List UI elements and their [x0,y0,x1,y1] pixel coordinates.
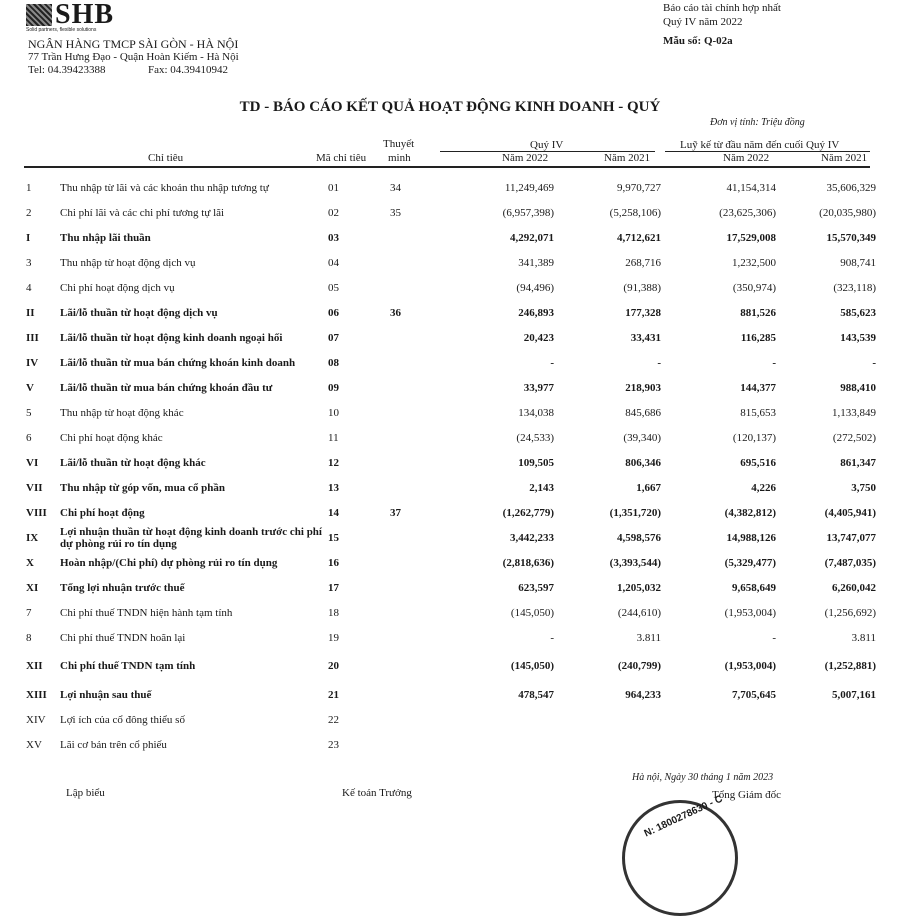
shb-logo [26,2,114,28]
table-row [18,625,876,650]
row-note [390,732,480,757]
table-row [18,250,876,275]
value-ytd-2022: 41,154,314 [726,181,776,194]
row-number: II [26,306,35,319]
value-ytd-2022: 14,988,126 [726,531,776,544]
col-header-ytd: Luỹ kế từ đầu năm đến cuối Quý IV [680,139,840,151]
company-stamp [622,793,738,916]
row-label: Chi phí thuế TNDN hoãn lại [60,631,186,644]
value-ytd-2022: 7,705,645 [732,688,776,701]
value-q4-2021: - [657,356,661,369]
value-ytd-2022: (4,382,812) [724,506,776,519]
row-label: Lợi ích của cổ đông thiểu số [60,713,185,726]
row-number: V [26,381,34,394]
value-ytd-2021: 3.811 [851,631,876,644]
value-ytd-2022 [661,732,776,757]
row-label: Lãi/lỗ thuần từ hoạt động kinh doanh ngoại hối [60,331,283,344]
col-header-quarter: Quý IV [530,139,564,151]
ceo-label: Tổng Giám đốc [712,789,782,801]
value-q4-2021: 33,431 [630,331,661,344]
row-code: 15 [328,531,339,544]
row-number: 4 [26,281,32,294]
logo-mark-icon [26,4,52,26]
row-note [390,375,480,400]
value-q4-2021: 806,346 [625,456,661,469]
row-code: 14 [328,506,339,519]
bank-fax: Fax: 04.39410942 [148,64,229,76]
row-note: 34 [390,181,401,194]
row-note [390,600,480,625]
row-note [390,550,480,575]
row-label: Chi phí thuế TNDN hiện hành tạm tính [60,606,233,619]
row-number: XIII [26,688,47,701]
value-q4-2021: (240,799) [617,660,661,672]
value-q4-2022: 3,442,233 [510,531,554,544]
row-code: 07 [328,331,339,344]
row-note [390,625,480,650]
value-q4-2022: (1,262,779) [502,506,554,519]
value-ytd-2021: 908,741 [840,256,876,269]
row-label: Lãi/lỗ thuần từ hoạt động khác [60,456,206,469]
value-ytd-2022: (350,974) [732,281,776,294]
value-ytd-2021: 3,750 [851,481,876,494]
value-ytd-2022: 4,226 [751,481,776,494]
row-number: I [26,231,31,244]
row-label: Lãi cơ bản trên cổ phiếu [60,738,167,751]
row-number: IX [26,531,39,544]
row-label: Thu nhập từ hoạt động khác [60,406,184,419]
form-number: Mẫu số: Q-02a [663,35,733,47]
value-ytd-2022: - [772,631,776,644]
row-code: 17 [328,581,339,594]
row-label: Lợi nhuận thuần từ hoạt động kinh doanh trước chi phí dự phòng rủi ro tín dụng [60,525,322,550]
value-ytd-2022: (120,137) [732,431,776,444]
row-code: 21 [328,688,339,701]
value-q4-2021: 4,712,621 [617,231,661,244]
value-ytd-2021: 6,260,042 [832,581,876,594]
table-row [18,375,876,400]
value-q4-2021: 268,716 [625,256,661,269]
slogan: Solid partners, flexible solutions [26,27,97,33]
value-q4-2021: 218,903 [625,381,661,394]
row-code: 02 [328,206,339,219]
row-number: 2 [26,206,32,219]
row-note [390,682,480,707]
row-code: 01 [328,181,339,194]
row-note [390,475,480,500]
row-code: 06 [328,306,339,319]
table-row [18,325,876,350]
value-ytd-2022: (5,329,477) [724,556,776,569]
value-q4-2022: 623,597 [518,581,554,594]
table-row [18,682,876,707]
value-q4-2022: (145,050) [510,606,554,619]
preparer-label: Lập biểu [66,787,105,799]
row-number: IV [26,356,39,369]
chief-accountant-label: Kế toán Trưởng [342,787,412,799]
row-label: Chi phí lãi và các chi phí tương tự lãi [60,206,225,219]
col-header-q2022: Năm 2022 [502,152,549,164]
value-q4-2021: 9,970,727 [617,181,661,194]
value-ytd-2021: (1,256,692) [824,606,876,619]
row-code: 05 [328,281,339,294]
value-ytd-2021 [776,732,876,757]
value-q4-2022: 11,249,469 [504,181,554,194]
value-q4-2021: 3.811 [636,631,661,644]
row-code: 23 [328,738,339,751]
row-note [390,400,480,425]
value-q4-2022: 246,893 [518,306,554,319]
value-q4-2022: (6,957,398) [502,206,554,219]
row-note: 35 [390,206,401,219]
row-code: 18 [328,606,339,619]
value-ytd-2021: (272,502) [832,431,876,444]
row-code: 03 [328,231,339,244]
row-label: Chi phí hoạt động khác [60,431,163,444]
row-note: 36 [390,306,401,319]
value-q4-2021: (91,388) [623,281,661,294]
value-ytd-2021: 35,606,329 [826,181,876,194]
row-label: Thu nhập lãi thuần [60,231,151,244]
table-row [18,275,876,300]
value-ytd-2021: (323,118) [833,281,876,294]
row-note [390,350,480,375]
row-number: VI [26,456,39,469]
table-row [18,475,876,500]
table-row [18,225,876,250]
value-q4-2022: 478,547 [518,688,554,701]
row-number: X [26,556,34,569]
row-note [390,250,480,275]
bank-address: 77 Trần Hưng Đạo - Quận Hoàn Kiếm - Hà Nội [28,51,239,63]
report-type: Báo cáo tài chính hợp nhất [663,2,781,14]
value-ytd-2021: 15,570,349 [826,231,876,244]
bank-tel: Tel: 04.39423388 [28,64,106,76]
value-ytd-2021: 1,133,849 [832,406,876,419]
row-label: Thu nhập từ hoạt động dịch vụ [60,256,196,269]
row-note [390,275,480,300]
table-row [18,500,876,525]
table-row [18,707,876,732]
bank-name: NGÂN HÀNG TMCP SÀI GÒN - HÀ NỘI [28,37,239,51]
logo-text: SHB [55,0,115,30]
stamp-text: N: 1800278630 - C [642,793,725,840]
signing-date: Hà nội, Ngày 30 tháng 1 năm 2023 [632,772,774,783]
value-ytd-2021: - [872,356,876,369]
value-q4-2022: (94,496) [516,281,554,294]
value-q4-2021 [554,707,661,732]
row-note [390,650,480,682]
value-ytd-2022: 17,529,008 [726,231,776,244]
row-number: III [26,331,39,344]
value-ytd-2021: 585,623 [840,306,876,319]
row-note [390,707,480,732]
row-note [390,225,480,250]
value-q4-2022: 341,389 [518,256,554,269]
value-ytd-2022: (1,953,004) [724,606,776,619]
value-q4-2022: (2,818,636) [502,556,554,569]
value-q4-2021: (244,610) [617,606,661,619]
row-label: Thu nhập từ góp vốn, mua cổ phần [60,481,225,494]
value-ytd-2021: (20,035,980) [819,206,876,219]
row-note: 37 [390,506,401,519]
col-header-ytd2021: Năm 2021 [821,152,868,164]
value-q4-2022: 109,505 [518,456,554,469]
row-code: 20 [328,660,339,672]
income-statement-table [18,175,876,757]
row-label: Lãi/lỗ thuần từ mua bán chứng khoán kinh doanh [60,356,296,369]
unit-note: Đơn vị tính: Triệu đồng [710,117,805,128]
row-label: Thu nhập từ lãi và các khoản thu nhập tương tự [60,181,269,194]
row-note [390,575,480,600]
row-label: Chi phí thuế TNDN tạm tính [60,660,196,672]
row-code: 08 [328,356,339,369]
value-ytd-2021: 988,410 [840,381,876,394]
table-row [18,300,876,325]
row-number: 3 [26,256,32,269]
report-period: Quý IV năm 2022 [663,16,743,28]
table-row [18,200,876,225]
table-row [18,732,876,757]
table-row [18,525,876,550]
table-row [18,400,876,425]
row-code: 12 [328,456,339,469]
row-note [390,425,480,450]
value-q4-2021: 1,667 [636,481,661,494]
value-q4-2021: 845,686 [625,406,661,419]
value-q4-2021: (5,258,106) [609,206,661,219]
value-q4-2021: (1,351,720) [609,506,661,519]
row-number: 1 [26,181,32,194]
row-number: XI [26,581,39,594]
row-label: Lợi nhuận sau thuế [60,688,152,701]
value-q4-2022: 20,423 [523,331,554,344]
row-number: 7 [26,606,32,619]
value-ytd-2021: 5,007,161 [832,688,876,701]
row-code: 19 [328,631,339,644]
value-q4-2021: (39,340) [623,431,661,444]
row-number: VII [26,481,43,494]
row-code: 13 [328,481,339,494]
value-q4-2021: (3,393,544) [609,556,661,569]
row-label: Hoàn nhập/(Chi phí) dự phòng rủi ro tín dụng [60,556,278,569]
table-row [18,175,876,200]
table-row [18,650,876,682]
table-row [18,450,876,475]
value-ytd-2022: 695,516 [740,456,776,469]
value-ytd-2022: (23,625,306) [719,206,776,219]
table-row [18,600,876,625]
value-q4-2022: (145,050) [510,660,554,672]
row-note [390,450,480,475]
row-code: 22 [328,713,339,726]
value-ytd-2021: 861,347 [840,456,876,469]
row-code: 10 [328,406,339,419]
value-q4-2021: 1,205,032 [617,581,661,594]
value-q4-2022: (24,533) [516,431,554,444]
page-title: TD - BÁO CÁO KẾT QUẢ HOẠT ĐỘNG KINH DOANH - QUÝ [239,99,661,115]
value-q4-2022: - [550,356,554,369]
row-number: XIV [26,713,46,726]
row-label: Tổng lợi nhuận trước thuế [60,581,185,594]
value-ytd-2021: (1,252,881) [824,660,876,672]
value-q4-2022: 33,977 [523,381,554,394]
col-header-note-2: minh [388,152,411,164]
value-ytd-2022: 1,232,500 [732,256,776,269]
col-header-code: Mã chỉ tiêu [316,152,367,164]
table-row [18,575,876,600]
row-number: VIII [26,506,47,519]
row-label: Lãi/lỗ thuần từ hoạt động dịch vụ [60,306,218,319]
row-note [390,325,480,350]
col-header-item: Chỉ tiêu [148,152,184,164]
row-number: XV [26,738,42,751]
row-number: 6 [26,431,32,444]
row-code: 04 [328,256,339,269]
row-code: 16 [328,556,339,569]
value-q4-2022: 2,143 [529,481,554,494]
value-q4-2021: 4,598,576 [617,531,661,544]
value-ytd-2022: - [772,356,776,369]
value-ytd-2022: (1,953,004) [724,660,776,672]
value-q4-2022: - [550,631,554,644]
row-label: Chi phí hoạt động [60,506,145,519]
table-row [18,350,876,375]
value-ytd-2021: 143,539 [840,331,876,344]
value-ytd-2022: 815,653 [740,406,776,419]
value-ytd-2021: (7,487,035) [824,556,876,569]
value-q4-2021: 177,328 [625,306,661,319]
row-number: 5 [26,406,32,419]
row-number: 8 [26,631,32,644]
row-label: Chi phí hoạt động dịch vụ [60,281,175,294]
value-ytd-2021 [776,707,876,732]
value-ytd-2022: 144,377 [740,381,776,394]
value-ytd-2022: 116,285 [740,331,776,344]
value-q4-2021: 964,233 [625,688,661,701]
value-ytd-2021: (4,405,941) [824,506,876,519]
value-q4-2022 [480,732,554,757]
value-q4-2022: 134,038 [518,406,554,419]
table-row [18,425,876,450]
row-note [390,525,480,550]
col-header-q2021: Năm 2021 [604,152,651,164]
table-row [18,550,876,575]
row-label: Lãi/lỗ thuần từ mua bán chứng khoán đầu tư [60,381,273,394]
value-q4-2022: 4,292,071 [510,231,554,244]
row-code: 11 [328,431,339,444]
value-ytd-2021: 13,747,077 [826,531,876,544]
col-header-ytd2022: Năm 2022 [723,152,770,164]
row-code: 09 [328,381,339,394]
value-q4-2022 [480,707,554,732]
value-ytd-2022: 9,658,649 [732,581,776,594]
row-number: XII [26,660,43,672]
value-ytd-2022: 881,526 [740,306,776,319]
value-ytd-2022 [661,707,776,732]
col-header-note-1: Thuyết [383,138,415,150]
header-rule [24,166,870,168]
value-q4-2021 [554,732,661,757]
